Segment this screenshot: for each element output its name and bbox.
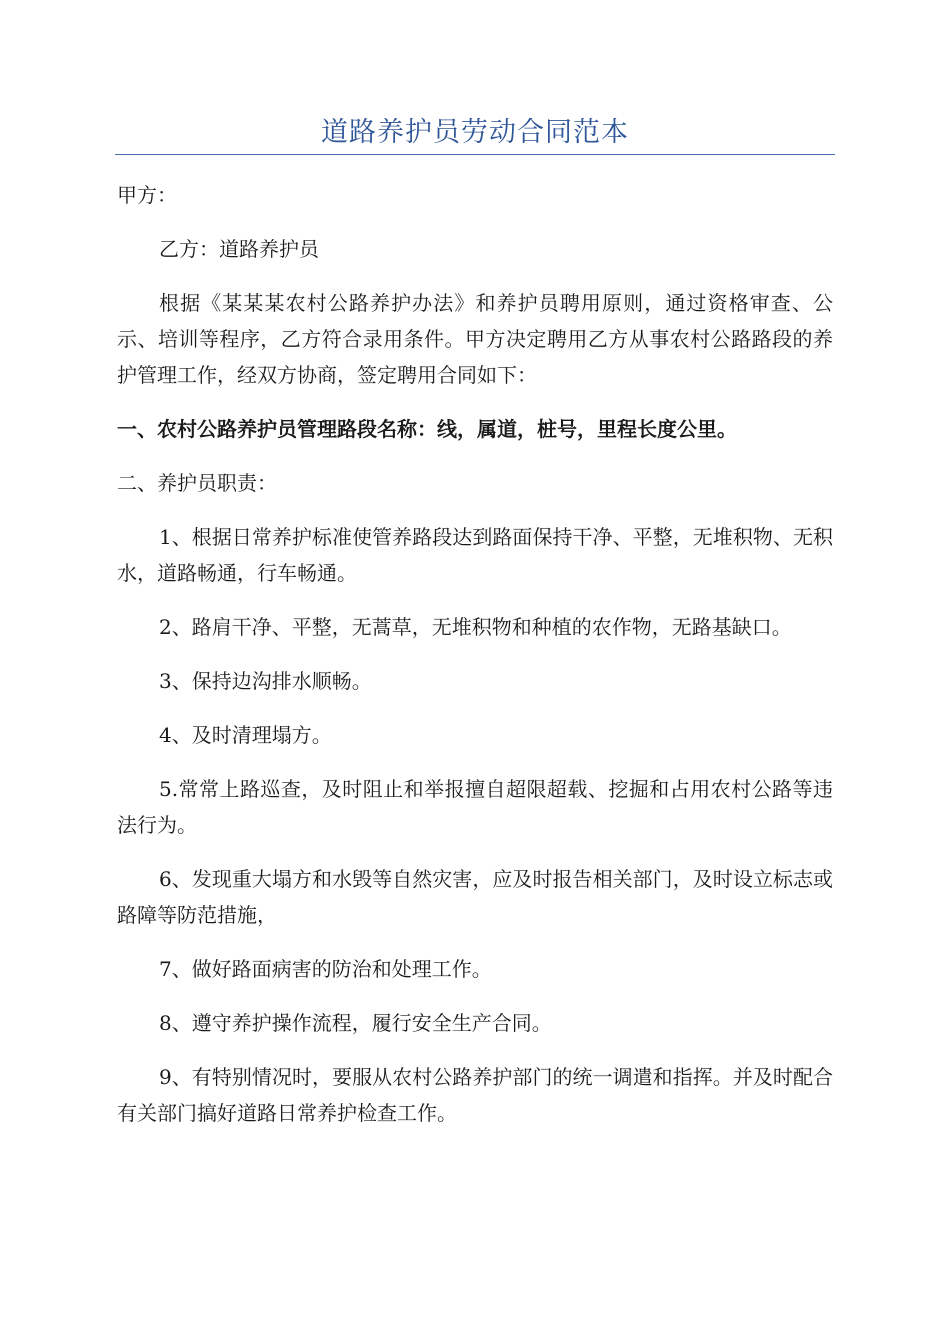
document-title: 道路养护员劳动合同范本	[321, 117, 629, 148]
section-2-heading: 二、养护员职责：	[117, 471, 277, 495]
party-b-line: 乙方：道路养护员	[159, 237, 319, 261]
document-body	[117, 177, 833, 1149]
duty-item: 7、做好路面病害的防治和处理工作。	[159, 957, 492, 981]
duty-item: 2、路肩干净、平整，无蒿草，无堆积物和种植的农作物，无路基缺口。	[159, 615, 792, 639]
duty-item: 9、有特别情况时，要服从农村公路养护部门的统一调遣和指挥。并及时配合有关部门搞好道路日常养护检查工作。	[117, 1065, 833, 1125]
duty-item: 4、及时清理塌方。	[159, 723, 332, 747]
duty-item: 1、根据日常养护标准使管养路段达到路面保持干净、平整，无堆积物、无积水，道路畅通，行车畅通。	[117, 525, 833, 585]
duty-item: 8、遵守养护操作流程，履行安全生产合同。	[159, 1011, 552, 1035]
intro-paragraph: 根据《某某某农村公路养护办法》和养护员聘用原则，通过资格审查、公示、培训等程序，乙方符合录用条件。甲方决定聘用乙方从事农村公路路段的养护管理工作，经双方协商，签定聘用合同如下：	[117, 291, 833, 387]
duty-item: 6、发现重大塌方和水毁等自然灾害，应及时报告相关部门，及时设立标志或路障等防范措施，	[117, 867, 833, 927]
duty-item: 3、保持边沟排水顺畅。	[159, 669, 372, 693]
duty-item: 5.常常上路巡查，及时阻止和举报擅自超限超载、挖掘和占用农村公路等违法行为。	[117, 777, 833, 837]
party-a-line: 甲方：	[117, 183, 177, 207]
section-1-heading: 一、农村公路养护员管理路段名称：线，属道，桩号，里程长度公里。	[117, 417, 737, 441]
title-underline	[115, 154, 835, 155]
